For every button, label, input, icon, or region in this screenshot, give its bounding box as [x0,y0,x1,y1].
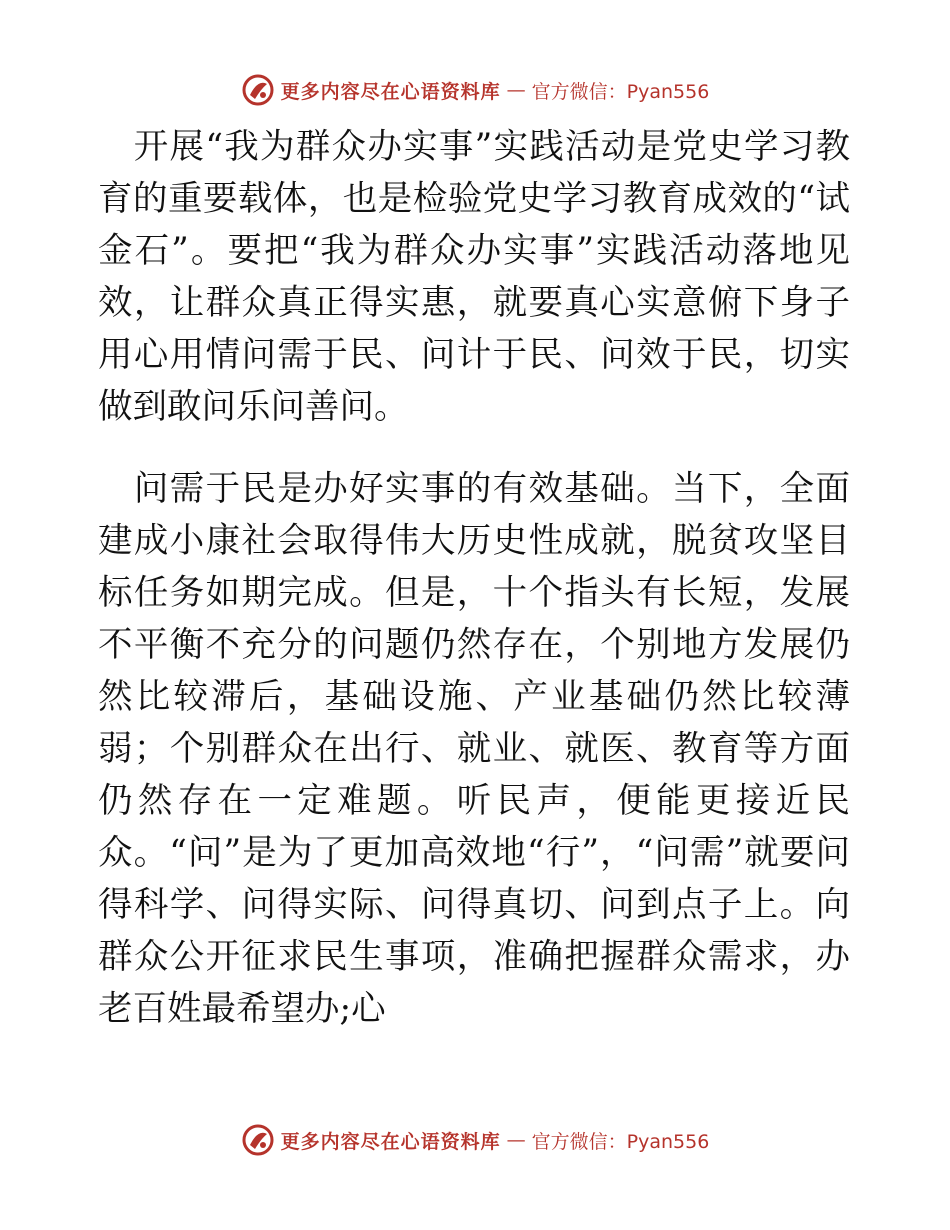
document-body [98,121,850,1035]
header-banner-contact: 官方微信：Pyan556 [531,80,710,103]
paragraph-1: 开展“我为群众办实事”实践活动是党史学习教育的重要载体，也是检验党史学习教育成效的“试金石”。要把“我为群众办实事”实践活动落地见效，让群众真正得实惠，就要真心实意俯下身子用心用情问需于民、问计于民、问效于民，切实做到敢问乐问善问。 [98,127,850,427]
header-banner-text: 更多内容尽在心语资料库 [280,80,501,103]
brand-logo-icon [241,73,275,107]
footer-banner [0,1120,950,1160]
paragraph-2: 问需于民是办好实事的有效基础。当下，全面建成小康社会取得伟大历史性成就，脱贫攻坚目标任务如期完成。但是，十个指头有长短，发展不平衡不充分的问题仍然存在，个别地方发展仍然比较滞后，基础设施、产业基础仍然比较薄弱；个别群众在出行、就业、就医、教育等方面仍然存在一定难题。听民声，便能更接近民众。“问”是为了更加高效地“行”，“问需”就要问得科学、问得实际、问得真切、问到点子上。向群众公开征求民生事项，准确把握群众需求，办老百姓最希望办;心 [98,469,850,1029]
brand-logo-icon [241,1123,275,1157]
header-banner-separator: — [506,79,526,101]
footer-banner-text: 更多内容尽在心语资料库 [280,1130,501,1153]
footer-banner-contact: 官方微信：Pyan556 [531,1130,710,1153]
footer-banner-separator: — [506,1129,526,1151]
header-banner [0,70,950,110]
